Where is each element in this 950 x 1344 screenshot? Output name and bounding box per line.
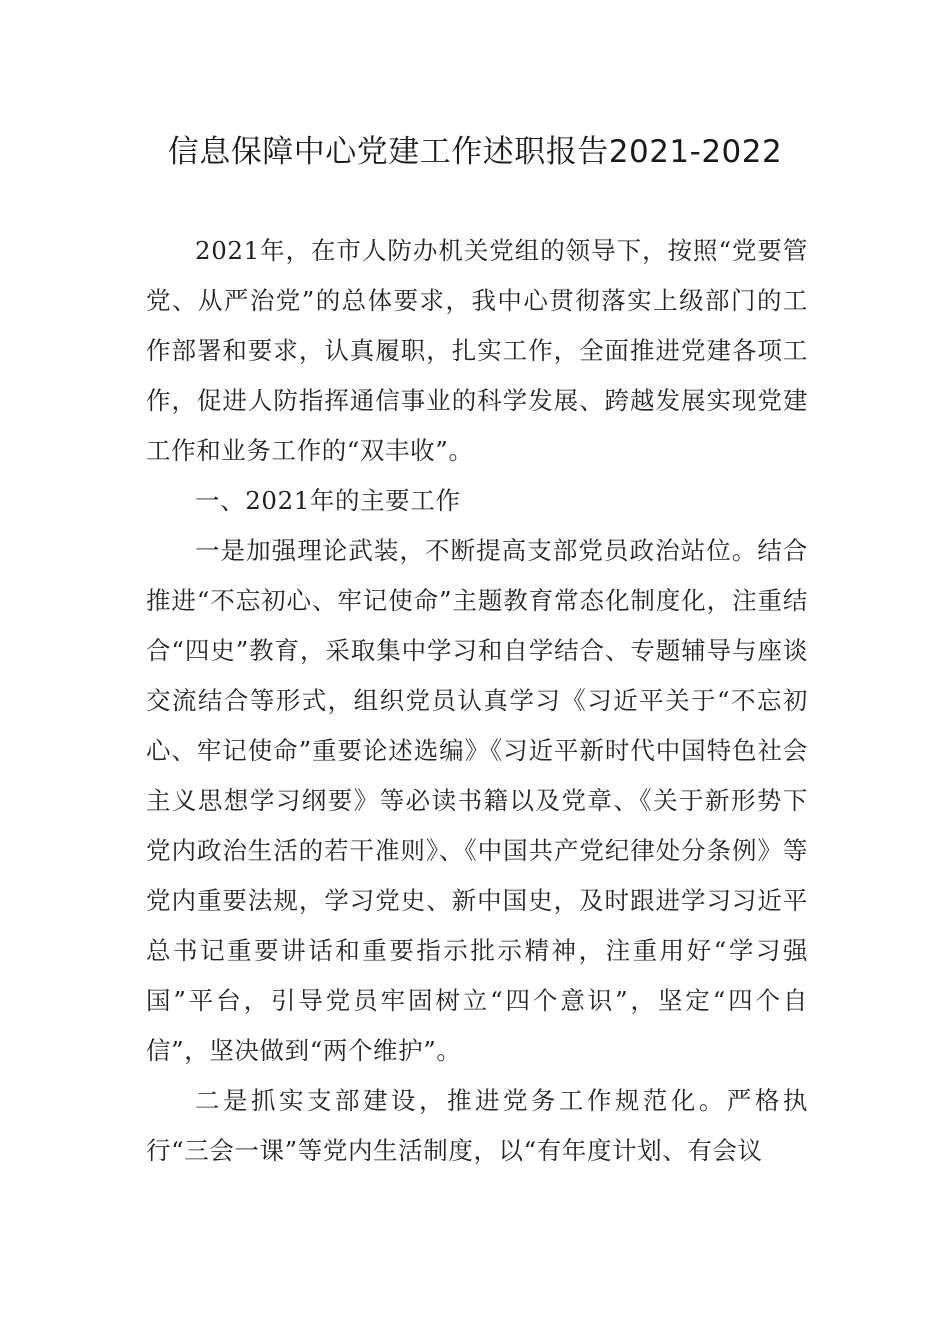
document-title: 信息保障中心党建工作述职报告2021-2022 — [167, 134, 783, 170]
document-body — [146, 226, 808, 1176]
paragraph-intro: 2021年，在市人防办机关党组的领导下，按照“党要管党、从严治党”的总体要求，我中心贯彻落实上级部门的工作部署和要求，认真履职，扎实工作，全面推进党建各项工作，促进人防指挥通信事业的科学发展、跨越发展实现党建工作和业务工作的“双丰收”。 — [146, 236, 808, 465]
paragraph-branch: 二是抓实支部建设，推进党务工作规范化。严格执行“三会一课”等党内生活制度，以“有年度计划、有会议 — [146, 1086, 808, 1165]
paragraph-theory: 一是加强理论武装，不断提高支部党员政治站位。结合推进“不忘初心、牢记使命”主题教育常态化制度化，注重结合“四史”教育，采取集中学习和自学结合、专题辅导与座谈交流结合等形式，组织党员认真学习《习近平关于“不忘初心、牢记使命”重要论述选编》《习近平新时代中国特色社会主义思想学习纲要》等必读书籍以及党章、《关于新形势下党内政治生活的若干准则》、《中国共产党纪律处分条例》等党内重要法规，学习党史、新中国史，及时跟进学习习近平总书记重要讲话和重要指示批示精神，注重用好“学习强国”平台，引导党员牢固树立“四个意识”，坚定“四个自信”，坚决做到“两个维护”。 — [146, 536, 808, 1065]
section-heading: 一、2021年的主要工作 — [195, 486, 461, 515]
